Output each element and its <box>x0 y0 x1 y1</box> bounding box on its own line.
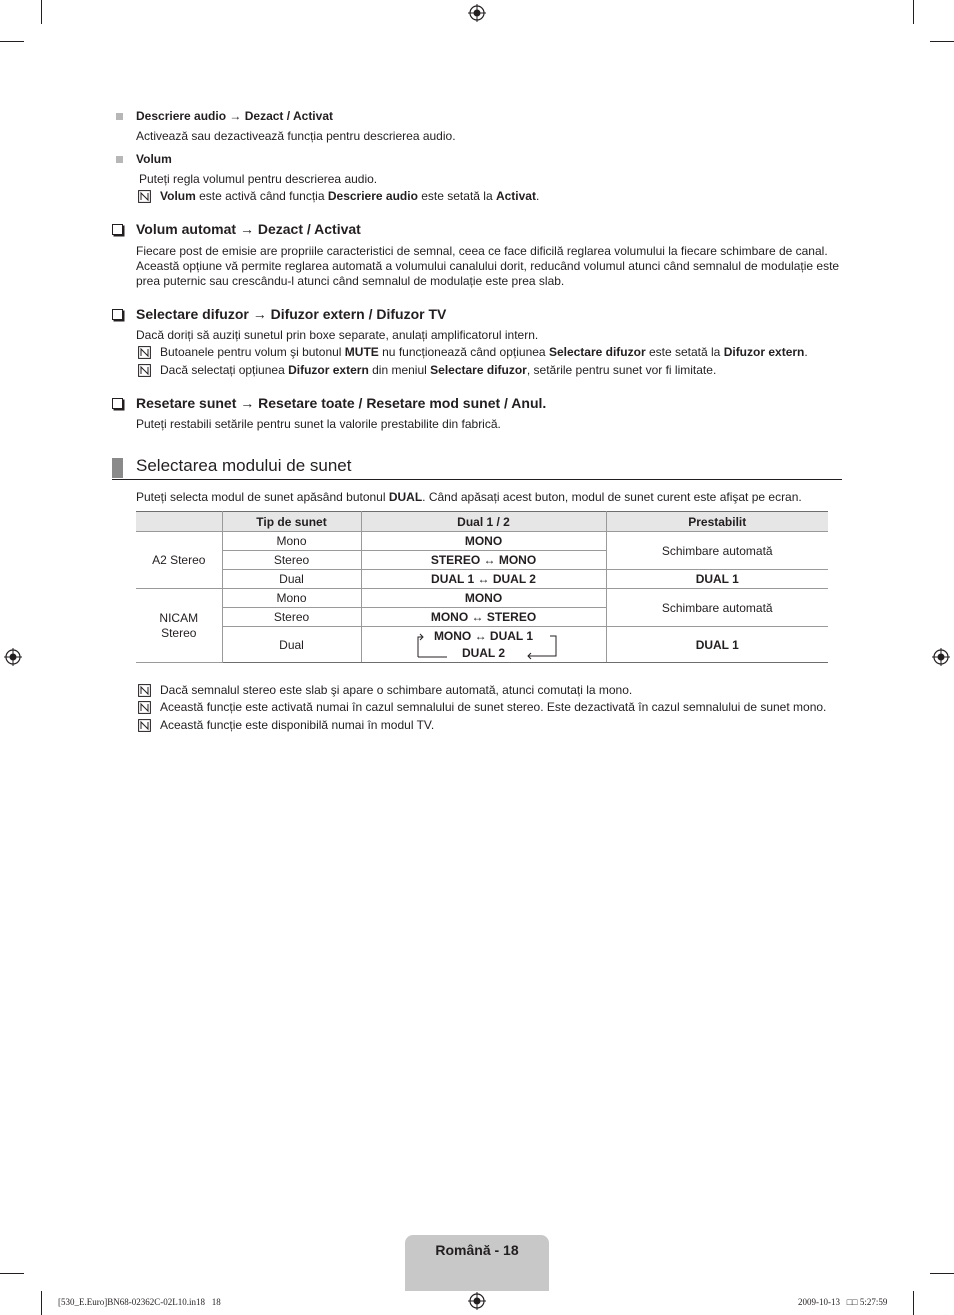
nicam-label-line: NICAM <box>159 610 199 625</box>
crop-mark <box>0 41 24 42</box>
square-bullet-icon <box>116 156 123 163</box>
speaker-title: Selectare difuzor → Difuzor extern / Difuzor TV <box>136 306 447 322</box>
hollow-square-bullet-icon <box>112 398 123 409</box>
table-row <box>136 589 828 608</box>
crop-mark <box>930 1273 954 1274</box>
registration-mark-icon <box>468 4 486 22</box>
bottom-note: Această funcție este activată numai în cazul semnalului de sunet stereo. Este dezactivată în cazul semnalului de sunet mono. <box>160 700 827 714</box>
note-icon <box>138 190 151 203</box>
nicam-stereo-label <box>136 589 222 663</box>
table-cell: Mono <box>222 532 361 551</box>
hollow-square-bullet-icon <box>112 224 123 235</box>
crop-mark <box>0 1273 24 1274</box>
sound-mode-table <box>136 511 828 663</box>
table-cell: Stereo <box>222 608 361 627</box>
note-icon <box>138 346 151 359</box>
speaker-description: Dacă doriți să auziți sunetul prin boxe separate, anulați amplificatorul intern. <box>136 328 539 342</box>
table-header: Tip de sunet <box>222 512 361 532</box>
table-cell: MONO <box>361 589 606 608</box>
table-cell: STEREO ↔ MONO <box>361 551 606 570</box>
heading-rule <box>112 479 842 480</box>
table-row <box>136 570 828 589</box>
audio-desc-description: Activează sau dezactivează funcția pentru descrierea audio. <box>136 129 456 143</box>
table-header: Dual 1 / 2 <box>361 512 606 532</box>
page-title: Selectarea modului de sunet <box>136 456 352 475</box>
note-icon <box>138 719 151 732</box>
crop-mark <box>930 41 954 42</box>
speaker-note-1: Butoanele pentru volum şi butonul MUTE nu funcționează când opțiunea Selectare difuzor este setată la Difuzor extern. <box>160 345 808 359</box>
auto-volume-description: Fiecare post de emisie are propriile caracteristici de semnal, ceea ce face dificilă reglarea volumului la fiecare schimbare de canal. Această opțiune vă permite reglarea automată a volumului canalului dorit, reducând volumul atunci când semnalul de modulație este prea puternic sau crescându-l atunci când semnalul de modulație este prea slab. <box>136 244 840 288</box>
square-bullet-icon <box>116 113 123 120</box>
table-cell: MONO ↔ STEREO <box>361 608 606 627</box>
cycle-cell <box>361 627 606 663</box>
reset-title: Resetare sunet → Resetare toate / Resetare mod sunet / Anul. <box>136 395 547 411</box>
volum-description: Puteți regla volumul pentru descrierea audio. <box>139 172 378 186</box>
a2-stereo-label: A2 Stereo <box>136 532 222 589</box>
nicam-label-line: Stereo <box>161 625 197 640</box>
crop-mark <box>913 0 914 24</box>
note-icon <box>138 701 151 714</box>
bottom-note: Această funcție este disponibilă numai în modul TV. <box>160 718 435 732</box>
table-header <box>136 512 222 532</box>
note-icon <box>138 684 151 697</box>
registration-mark-icon <box>4 648 22 666</box>
hollow-square-bullet-icon <box>112 309 123 320</box>
table-cell: DUAL 1 <box>606 627 828 663</box>
note-icon <box>138 364 151 377</box>
print-slug-right: 2009-10-13 □□ 5:27:59 <box>798 1297 888 1307</box>
cycle-line-2: DUAL 2 <box>461 645 506 660</box>
crop-mark <box>913 1291 914 1315</box>
table-cell: DUAL 1 <box>606 570 828 589</box>
table-cell: Schimbare automată <box>606 589 828 627</box>
table-cell: Mono <box>222 589 361 608</box>
auto-volume-title: Volum automat → Dezact / Activat <box>136 221 361 237</box>
page-number: Română - 18 <box>435 1242 519 1258</box>
table-header-row <box>136 512 828 532</box>
table-cell: MONO <box>361 532 606 551</box>
audio-desc-title: Descriere audio → Dezact / Activat <box>136 109 333 123</box>
cycle-line-1: MONO ↔ DUAL 1 <box>433 628 534 643</box>
table-header: Prestabilit <box>606 512 828 532</box>
table-cell: Dual <box>222 570 361 589</box>
table-cell: Schimbare automată <box>606 532 828 570</box>
crop-mark <box>41 0 42 24</box>
table-cell: DUAL 1 ↔ DUAL 2 <box>361 570 606 589</box>
print-slug-left: [530_E.Euro]BN68-02362C-02L10.in18 18 <box>58 1297 221 1307</box>
table-row <box>136 532 828 551</box>
heading-bar <box>112 458 123 478</box>
registration-mark-icon <box>468 1292 486 1310</box>
volum-title: Volum <box>136 152 172 166</box>
intro-text: Puteți selecta modul de sunet apăsând butonul DUAL. Când apăsați acest buton, modul de sunet curent este afişat pe ecran. <box>136 490 802 504</box>
bottom-note: Dacă semnalul stereo este slab şi apare o schimbare automată, atunci comutați la mono. <box>160 683 633 697</box>
table-row <box>136 627 828 663</box>
table-cell: Dual <box>222 627 361 663</box>
crop-mark <box>41 1291 42 1315</box>
table-cell: Stereo <box>222 551 361 570</box>
reset-description: Puteți restabili setările pentru sunet la valorile prestabilite din fabrică. <box>136 417 501 431</box>
volum-note: Volum este activă când funcția Descriere audio este setată la Activat. <box>160 189 540 203</box>
speaker-note-2: Dacă selectați opțiunea Difuzor extern din meniul Selectare difuzor, setările pentru sunet vor fi limitate. <box>160 363 717 377</box>
registration-mark-icon <box>932 648 950 666</box>
